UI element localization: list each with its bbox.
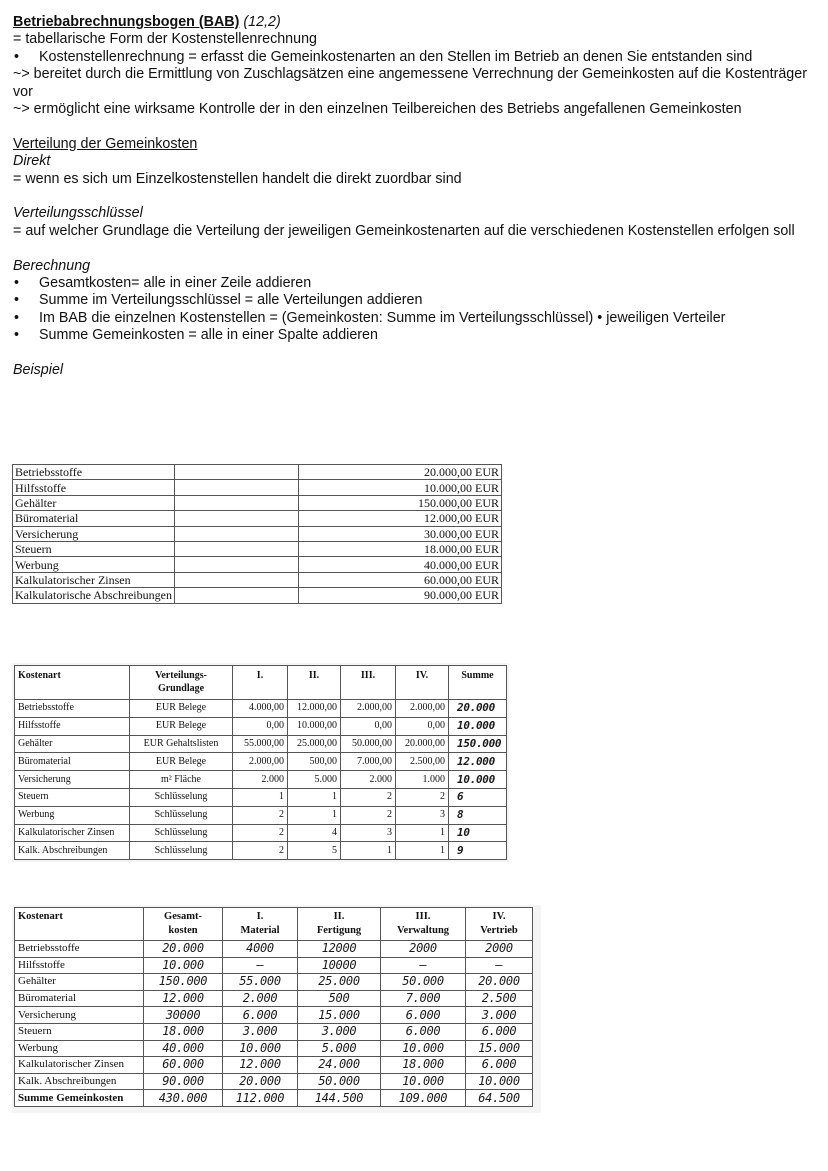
value-cell: 20.000 <box>223 1073 298 1090</box>
value-cell: 2 <box>396 788 449 806</box>
title-line <box>13 14 813 31</box>
table-row <box>15 1007 533 1024</box>
kostenart-cell: Kalkulatorischer Zinsen <box>13 572 175 587</box>
value-cell: 18.000 <box>381 1057 466 1074</box>
value-cell: 2.000,00 <box>396 700 449 718</box>
value-cell: 2000 <box>466 941 533 958</box>
table-row <box>15 842 507 860</box>
amount-cell: 10.000,00 EUR <box>298 480 501 495</box>
value-cell: 6.000 <box>381 1007 466 1024</box>
value-cell: 2.000 <box>233 771 288 789</box>
col-header: Gesamt- kosten <box>144 908 223 941</box>
table-row <box>15 700 507 718</box>
berechnung-item: • Gesamtkosten= alle in einer Zeile addieren <box>13 275 813 292</box>
grundlage-cell: m² Fläche <box>130 771 233 789</box>
definition-bullets <box>13 49 813 66</box>
value-cell: 55.000 <box>223 974 298 991</box>
summe-cell: 10 <box>449 824 507 842</box>
value-cell: 6.000 <box>466 1023 533 1040</box>
grundlage-cell: EUR Belege <box>130 753 233 771</box>
kostenart-cell: Steuern <box>15 1023 144 1040</box>
table-row <box>15 1090 533 1107</box>
amount-cell: 30.000,00 EUR <box>298 526 501 541</box>
value-cell: – <box>223 957 298 974</box>
value-cell: 10.000 <box>223 1040 298 1057</box>
value-cell: 60.000 <box>144 1057 223 1074</box>
value-cell: 30000 <box>144 1007 223 1024</box>
table-row <box>15 1057 533 1074</box>
value-cell: 2.000 <box>223 990 298 1007</box>
kostenart-cell: Büromaterial <box>15 753 130 771</box>
value-cell: 2.000,00 <box>341 700 396 718</box>
value-cell: 25.000 <box>298 974 381 991</box>
value-cell: 150.000 <box>144 974 223 991</box>
value-cell: 109.000 <box>381 1090 466 1107</box>
value-cell: 20.000,00 <box>396 735 449 753</box>
table-row <box>15 788 507 806</box>
value-cell: 7.000,00 <box>341 753 396 771</box>
value-cell: 7.000 <box>381 990 466 1007</box>
kostenart-cell: Hilfsstoffe <box>13 480 175 495</box>
col-header: IV. <box>396 666 449 700</box>
value-cell: 2 <box>233 842 288 860</box>
kostenart-cell: Werbung <box>15 1040 144 1057</box>
grundlage-cell: Schlüsselung <box>130 806 233 824</box>
kostenart-cell: Betriebsstoffe <box>15 941 144 958</box>
summe-cell: 10.000 <box>449 771 507 789</box>
value-cell: 6.000 <box>223 1007 298 1024</box>
value-cell: 10.000 <box>144 957 223 974</box>
value-cell: 15.000 <box>298 1007 381 1024</box>
table-row <box>13 526 502 541</box>
kostenart-cell: Versicherung <box>15 1007 144 1024</box>
value-cell: 4.000,00 <box>233 700 288 718</box>
value-cell: 18.000 <box>144 1023 223 1040</box>
empty-cell <box>174 588 298 603</box>
direkt-label: Direkt <box>13 153 51 170</box>
value-cell: 2.500 <box>466 990 533 1007</box>
kostenart-cell: Gehälter <box>15 974 144 991</box>
kostenart-cell: Büromaterial <box>13 511 175 526</box>
table-row <box>15 735 507 753</box>
grundlage-cell: Schlüsselung <box>130 788 233 806</box>
kostenart-cell: Steuern <box>15 788 130 806</box>
table-row <box>15 941 533 958</box>
value-cell: 1 <box>396 824 449 842</box>
value-cell: 2.500,00 <box>396 753 449 771</box>
value-cell: 2 <box>233 806 288 824</box>
empty-cell <box>174 511 298 526</box>
kostenart-cell: Betriebsstoffe <box>13 465 175 480</box>
kostenart-cell: Gehälter <box>13 495 175 510</box>
kostenart-cell: Versicherung <box>15 771 130 789</box>
table-row <box>13 557 502 572</box>
value-cell: 12.000,00 <box>288 700 341 718</box>
value-cell: 12.000 <box>223 1057 298 1074</box>
value-cell: 4 <box>288 824 341 842</box>
grundlage-cell: EUR Gehaltslisten <box>130 735 233 753</box>
value-cell: 64.500 <box>466 1090 533 1107</box>
value-cell: 10.000,00 <box>288 717 341 735</box>
col-header: Summe <box>449 666 507 700</box>
value-cell: 2 <box>341 806 396 824</box>
value-cell: – <box>466 957 533 974</box>
value-cell: 6.000 <box>466 1057 533 1074</box>
summe-cell: 20.000 <box>449 700 507 718</box>
col-header: III. <box>341 666 396 700</box>
kostenart-cell: Werbung <box>15 806 130 824</box>
grundlage-cell: Schlüsselung <box>130 824 233 842</box>
purpose-line-1: ~> bereitet durch die Ermittlung von Zuschlagsätzen eine angemessene Verrechnung der Gemeinkosten auf die Kostenträger vor <box>13 66 807 100</box>
table-row <box>15 957 533 974</box>
amount-cell: 12.000,00 EUR <box>298 511 501 526</box>
table-row <box>13 465 502 480</box>
kostenart-cell: Steuern <box>13 541 175 556</box>
value-cell: 3.000 <box>466 1007 533 1024</box>
value-cell: 500,00 <box>288 753 341 771</box>
table-row <box>15 717 507 735</box>
schluessel-text: = auf welcher Grundlage die Verteilung der jeweiligen Gemeinkostenarten auf die verschiedenen Kostenstellen erfolgen soll <box>13 222 795 239</box>
value-cell: 15.000 <box>466 1040 533 1057</box>
value-cell: 5.000 <box>288 771 341 789</box>
kostenart-cell: Kalkulatorische Abschreibungen <box>13 588 175 603</box>
value-cell: 0,00 <box>341 717 396 735</box>
value-cell: 2 <box>233 824 288 842</box>
berechnung-item: • Summe im Verteilungsschlüssel = alle Verteilungen addieren <box>13 292 813 309</box>
value-cell: 144.500 <box>298 1090 381 1107</box>
value-cell: 4000 <box>223 941 298 958</box>
berechnung-item: • Summe Gemeinkosten = alle in einer Spalte addieren <box>13 327 813 344</box>
value-cell: 430.000 <box>144 1090 223 1107</box>
grundlage-cell: EUR Belege <box>130 700 233 718</box>
value-cell: 3.000 <box>223 1023 298 1040</box>
value-cell: 0,00 <box>233 717 288 735</box>
kostenart-cell: Versicherung <box>13 526 175 541</box>
value-cell: 1 <box>396 842 449 860</box>
empty-cell <box>174 557 298 572</box>
table-row <box>13 541 502 556</box>
kostenart-cell: Kalk. Abschreibungen <box>15 842 130 860</box>
value-cell: 0,00 <box>396 717 449 735</box>
value-cell: 1 <box>233 788 288 806</box>
empty-cell <box>174 541 298 556</box>
verteilung-table <box>12 663 509 862</box>
value-cell: 40.000 <box>144 1040 223 1057</box>
kostenart-cell: Hilfsstoffe <box>15 717 130 735</box>
kostenart-cell: Kalkulatorischer Zinsen <box>15 1057 144 1074</box>
value-cell: 55.000,00 <box>233 735 288 753</box>
table-row <box>13 588 502 603</box>
summe-cell: 9 <box>449 842 507 860</box>
notes <box>13 14 813 379</box>
direkt-text: = wenn es sich um Einzelkostenstellen handelt die direkt zuordbar sind <box>13 170 462 187</box>
col-header: I. Material <box>223 908 298 941</box>
table-row <box>15 990 533 1007</box>
berechnung-list <box>13 275 813 345</box>
col-header: Kostenart <box>15 666 130 700</box>
value-cell: 20.000 <box>144 941 223 958</box>
summe-cell: 6 <box>449 788 507 806</box>
value-cell: 12.000 <box>144 990 223 1007</box>
col-header: III. Verwaltung <box>381 908 466 941</box>
value-cell: 3.000 <box>298 1023 381 1040</box>
value-cell: 90.000 <box>144 1073 223 1090</box>
value-cell: 1 <box>288 806 341 824</box>
table-row <box>15 824 507 842</box>
kostenart-cell: Betriebsstoffe <box>15 700 130 718</box>
value-cell: 2.000 <box>341 771 396 789</box>
berechnung-label: Berechnung <box>13 257 91 274</box>
amount-cell: 150.000,00 EUR <box>298 495 501 510</box>
kostenart-cell: Büromaterial <box>15 990 144 1007</box>
value-cell: 25.000,00 <box>288 735 341 753</box>
amount-cell: 90.000,00 EUR <box>298 588 501 603</box>
kostenart-cell: Summe Gemeinkosten <box>15 1090 144 1107</box>
grundlage-cell: Schlüsselung <box>130 842 233 860</box>
summe-cell: 150.000 <box>449 735 507 753</box>
table-row <box>15 1040 533 1057</box>
amount-cell: 40.000,00 EUR <box>298 557 501 572</box>
table-row <box>15 1073 533 1090</box>
kostenart-cell: Hilfsstoffe <box>15 957 144 974</box>
kostenart-cell: Kalkulatorischer Zinsen <box>15 824 130 842</box>
value-cell: 50.000 <box>381 974 466 991</box>
empty-cell <box>174 526 298 541</box>
value-cell: – <box>381 957 466 974</box>
summe-cell: 12.000 <box>449 753 507 771</box>
value-cell: 112.000 <box>223 1090 298 1107</box>
amount-cell: 18.000,00 EUR <box>298 541 501 556</box>
value-cell: 10.000 <box>381 1073 466 1090</box>
bab-table <box>12 905 541 1113</box>
table-row <box>13 511 502 526</box>
kostenart-cell: Gehälter <box>15 735 130 753</box>
col-header: II. <box>288 666 341 700</box>
value-cell: 20.000 <box>466 974 533 991</box>
value-cell: 3 <box>396 806 449 824</box>
value-cell: 10.000 <box>466 1073 533 1090</box>
table-row <box>15 1023 533 1040</box>
value-cell: 12000 <box>298 941 381 958</box>
value-cell: 500 <box>298 990 381 1007</box>
table-row <box>13 495 502 510</box>
purpose-line-2: ~> ermöglicht eine wirksame Kontrolle der in den einzelnen Teilbereichen des Betriebs angefallenen Gemeinkosten <box>13 101 742 118</box>
summe-cell: 8 <box>449 806 507 824</box>
page-title: Betriebabrechnungsbogen (BAB) <box>13 14 240 30</box>
kostenart-cell: Werbung <box>13 557 175 572</box>
value-cell: 1 <box>288 788 341 806</box>
value-cell: 1.000 <box>396 771 449 789</box>
berechnung-item: • Im BAB die einzelnen Kostenstellen = (Gemeinkosten: Summe im Verteilungsschlüssel) • jeweiligen Verteiler <box>13 310 813 327</box>
empty-cell <box>174 572 298 587</box>
verteilung-heading: Verteilung der Gemeinkosten <box>13 135 198 152</box>
empty-cell <box>174 480 298 495</box>
empty-cell <box>174 495 298 510</box>
definition-bullet: • Kostenstellenrechnung = erfasst die Gemeinkostenarten an den Stellen im Betrieb an denen Sie entstanden sind <box>13 49 813 66</box>
schluessel-label: Verteilungsschlüssel <box>13 205 143 222</box>
value-cell: 5 <box>288 842 341 860</box>
title-reference: (12,2) <box>243 14 281 30</box>
table-row <box>15 771 507 789</box>
table-row <box>15 974 533 991</box>
table-row <box>15 806 507 824</box>
table-row <box>13 572 502 587</box>
table-row <box>13 480 502 495</box>
amount-cell: 60.000,00 EUR <box>298 572 501 587</box>
value-cell: 6.000 <box>381 1023 466 1040</box>
empty-cell <box>174 465 298 480</box>
value-cell: 24.000 <box>298 1057 381 1074</box>
value-cell: 10.000 <box>381 1040 466 1057</box>
beispiel-label: Beispiel <box>13 362 64 379</box>
value-cell: 3 <box>341 824 396 842</box>
value-cell: 50.000,00 <box>341 735 396 753</box>
table-row <box>15 753 507 771</box>
col-header: IV. Vertrieb <box>466 908 533 941</box>
col-header: II. Fertigung <box>298 908 381 941</box>
value-cell: 2.000,00 <box>233 753 288 771</box>
gemeinkosten-table <box>12 464 502 604</box>
col-header: Verteilungs- Grundlage <box>130 666 233 700</box>
grundlage-cell: EUR Belege <box>130 717 233 735</box>
value-cell: 50.000 <box>298 1073 381 1090</box>
value-cell: 10000 <box>298 957 381 974</box>
value-cell: 2000 <box>381 941 466 958</box>
value-cell: 1 <box>341 842 396 860</box>
col-header: Kostenart <box>15 908 144 941</box>
definition: = tabellarische Form der Kostenstellenrechnung <box>13 31 317 48</box>
summe-cell: 10.000 <box>449 717 507 735</box>
value-cell: 2 <box>341 788 396 806</box>
amount-cell: 20.000,00 EUR <box>298 465 501 480</box>
kostenart-cell: Kalk. Abschreibungen <box>15 1073 144 1090</box>
col-header: I. <box>233 666 288 700</box>
value-cell: 5.000 <box>298 1040 381 1057</box>
